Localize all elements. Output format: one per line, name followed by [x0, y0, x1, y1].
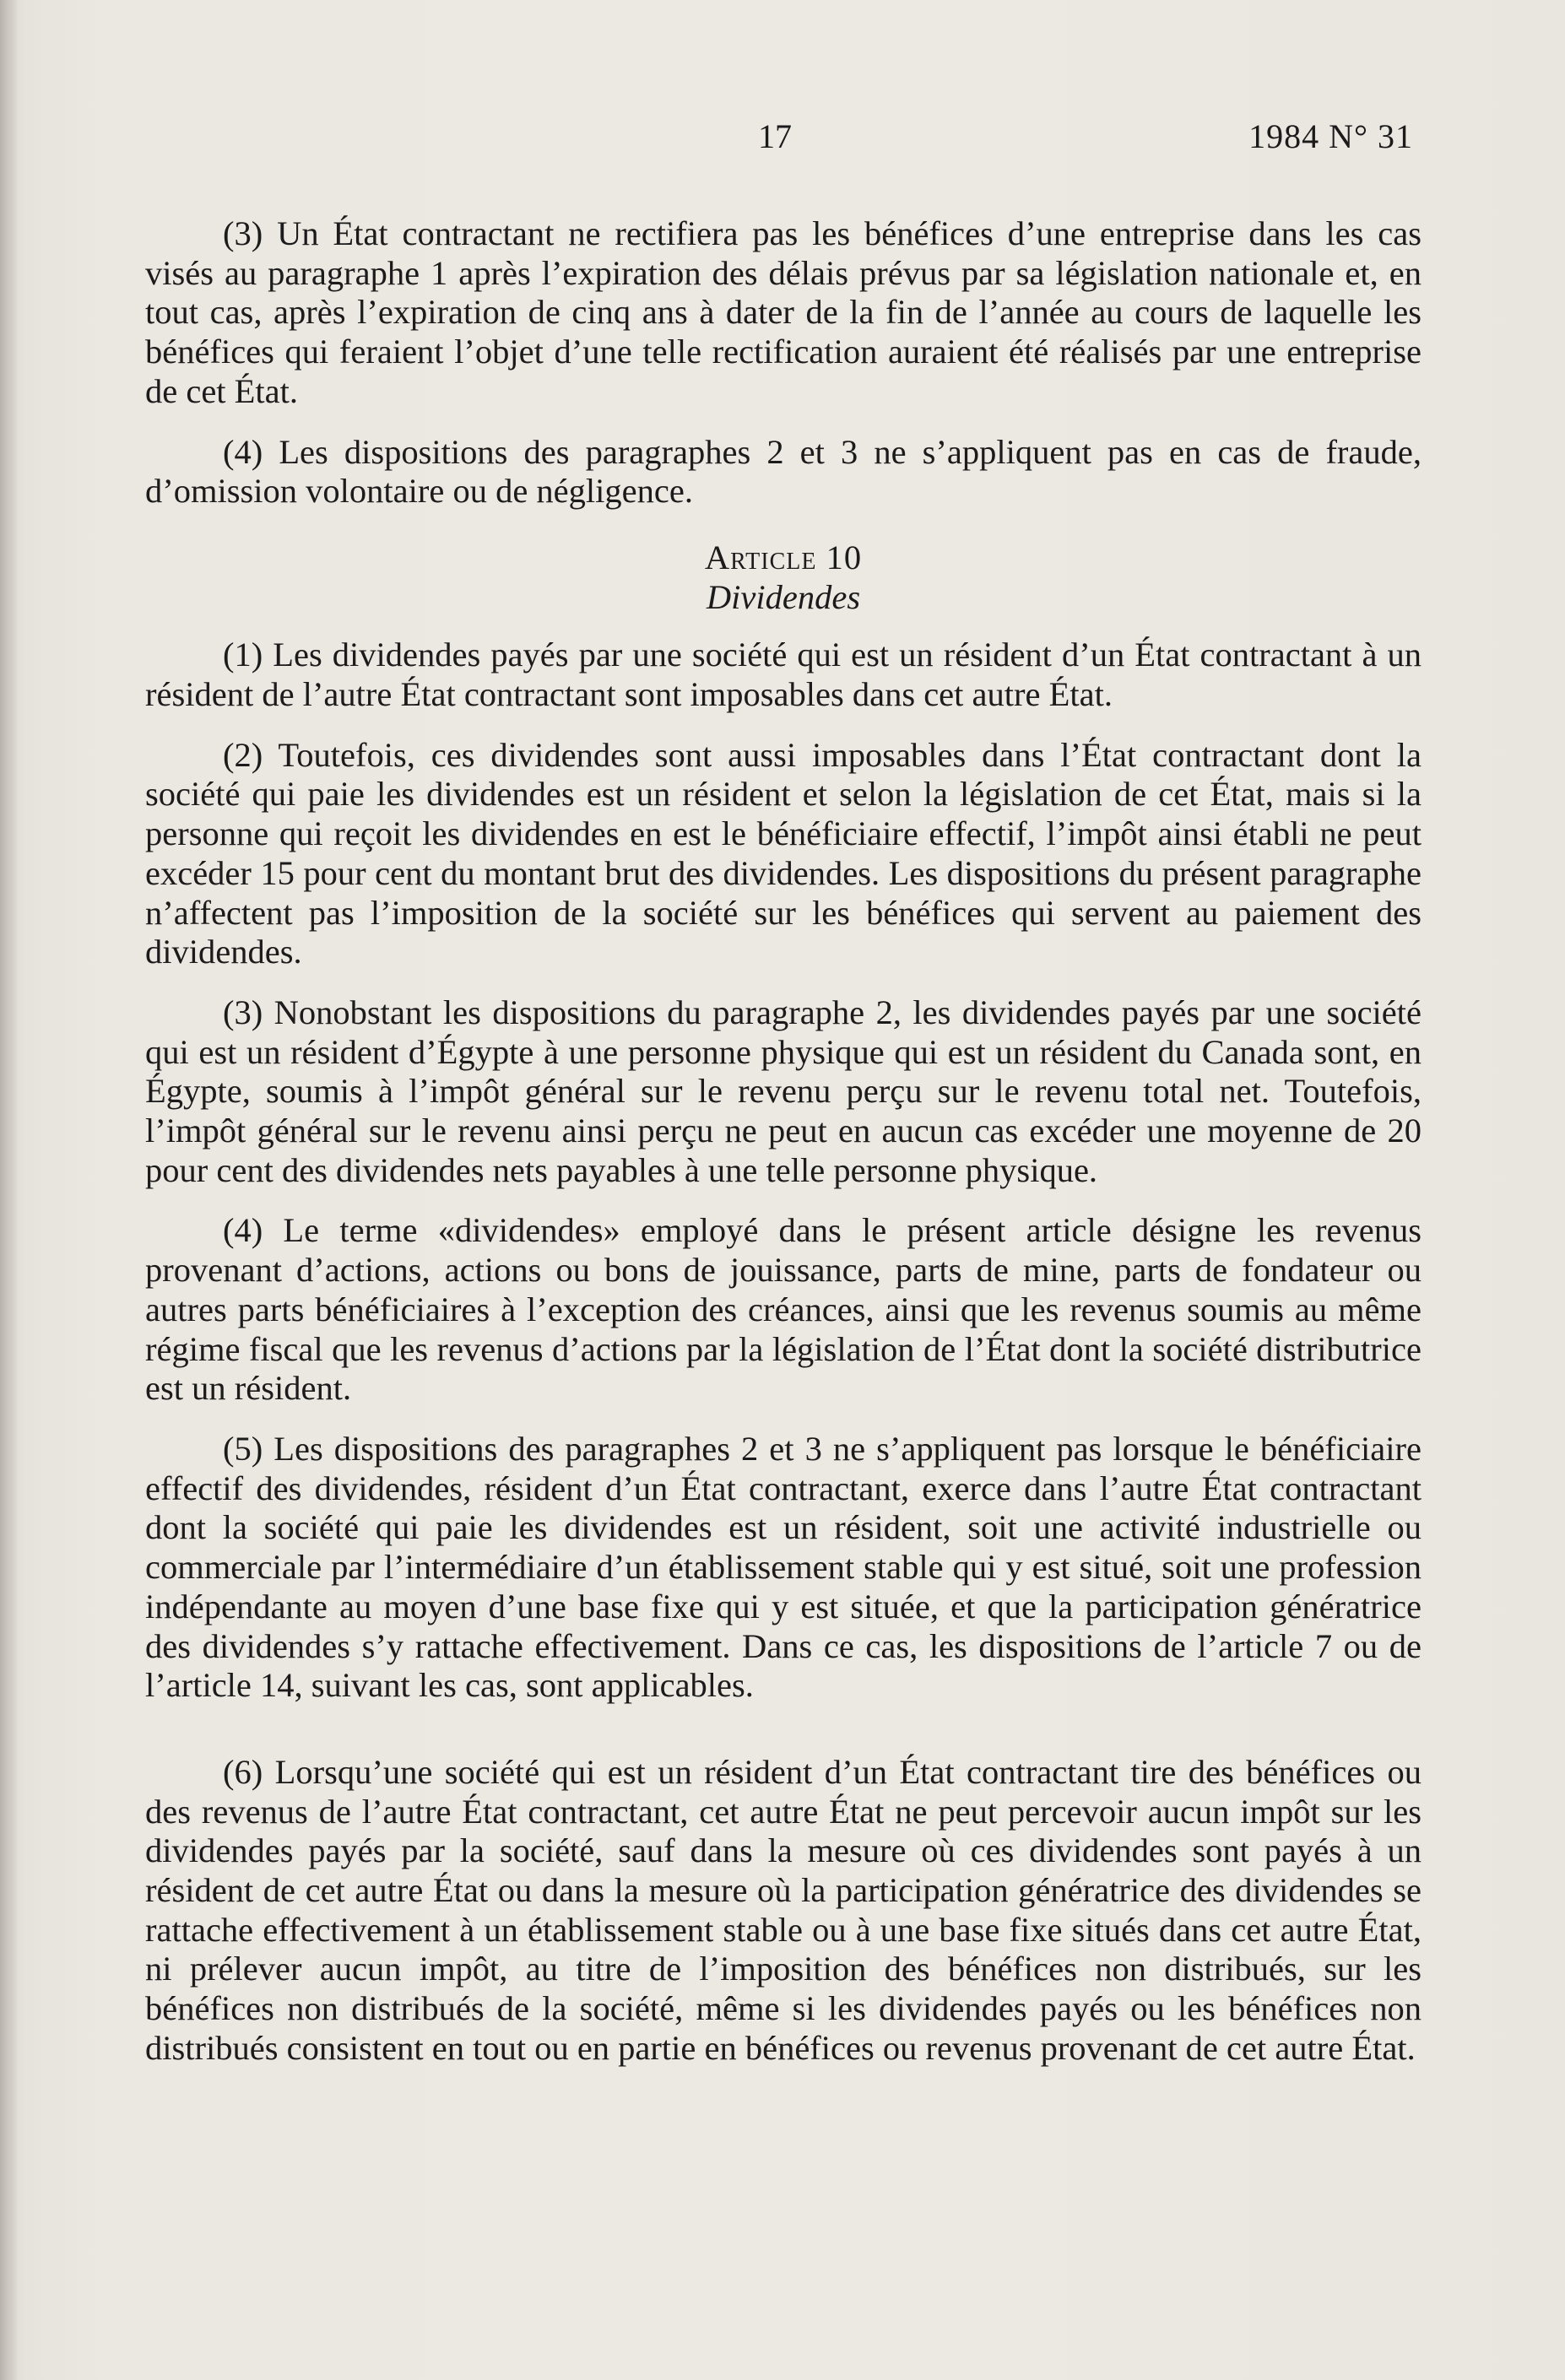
document-body [145, 214, 1421, 2069]
dividends-paragraph-5: (5) Les dispositions des paragraphes 2 et 3 ne s’appliquent pas lorsque le bénéficiaire effectif des dividendes, résident d’un État contractant, exerce dans l’autre État contractant dont la société qui paie les dividendes est un résident, soit une activité industrielle ou commerciale par l’intermédiaire d’un établissement stable qui y est situé, soit une profession indépendante au moyen d’une base fixe qui y est située, et que la participation génératrice des dividendes s’y rattache effectivement. Dans ce cas, les dispositions de l’article 7 ou de l’article 14, suivant les cas, sont applicables. [145, 1429, 1421, 1705]
page-header [0, 116, 1565, 167]
dividends-paragraph-6: (6) Lorsqu’une société qui est un résident d’un État contractant tire des bénéfices ou des revenus de l’autre État contractant, cet autre État ne peut percevoir aucun impôt sur les dividendes payés par la société, sauf dans la mesure où ces dividendes sont payés à un résident de cet autre État ou dans la mesure où la participation génératrice des dividendes se rattache effectivement à un établissement stable ou à une base fixe situés dans cet autre État, ni prélever aucun impôt, au titre de l’imposition des bénéfices non distribués, sur les bénéfices non distribués de la société, même si les dividendes payés ou les bénéfices non distribués consistent en tout ou en partie en bénéfices ou revenus provenant de cet autre État. [145, 1752, 1421, 2067]
paragraph-4-fraud-exception: (4) Les dispositions des paragraphes 2 et 3 ne s’appliquent pas en cas de fraude, d’omission volontaire ou de négligence. [145, 432, 1421, 511]
dividends-paragraph-1: (1) Les dividendes payés par une société qui est un résident d’un État contractant à un résident de l’autre État contractant sont imposables dans cet autre État. [145, 636, 1421, 714]
binding-shadow [0, 0, 19, 2380]
article-title: Dividendes [706, 577, 861, 616]
bill-reference: 1984 N° 31 [1248, 117, 1413, 155]
paragraph-3-adjustment-limit: (3) Un État contractant ne rectifiera pas les bénéfices d’une entreprise dans les cas visés au paragraphe 1 après l’expiration des délais prévus par sa législation nationale et, en tout cas, après l’expiration de cinq ans à dater de la fin de l’année au cours de laquelle les bénéfices qui feraient l’objet d’une telle rectification auraient été réalisés par une entreprise de cet État. [145, 214, 1421, 410]
dividends-paragraph-3: (3) Nonobstant les dispositions du paragraphe 2, les dividendes payés par une société qui est un résident d’Égypte à une personne physique qui est un résident du Canada sont, en Égypte, soumis à l’impôt général sur le revenu perçu sur le revenu total net. Toutefois, l’impôt général sur le revenu ainsi perçu ne peut en aucun cas excéder une moyenne de 20 pour cent des dividendes nets payables à une telle personne physique. [145, 993, 1421, 1189]
page-number: 17 [758, 117, 792, 155]
article-heading: Article 10 [704, 538, 863, 576]
dividends-paragraph-2: (2) Toutefois, ces dividendes sont aussi imposables dans l’État contractant dont la société qui paie les dividendes est un résident et selon la législation de cet État, mais si la personne qui reçoit les dividendes en est le bénéficiaire effectif, l’impôt ainsi établi ne peut excéder 15 pour cent du montant brut des dividendes. Les dispositions du présent paragraphe n’affectent pas l’imposition de la société sur les bénéfices qui servent au paiement des dividendes. [145, 735, 1421, 971]
dividends-paragraph-4: (4) Le terme «dividendes» employé dans le présent article désigne les revenus provenant d’actions, actions ou bons de jouissance, parts de mine, parts de fondateur ou autres parts bénéficiaires à l’exception des créances, ainsi que les revenus soumis au même régime fiscal que les revenus d’actions par la législation de l’État dont la société distributrice est un résident. [145, 1211, 1421, 1408]
